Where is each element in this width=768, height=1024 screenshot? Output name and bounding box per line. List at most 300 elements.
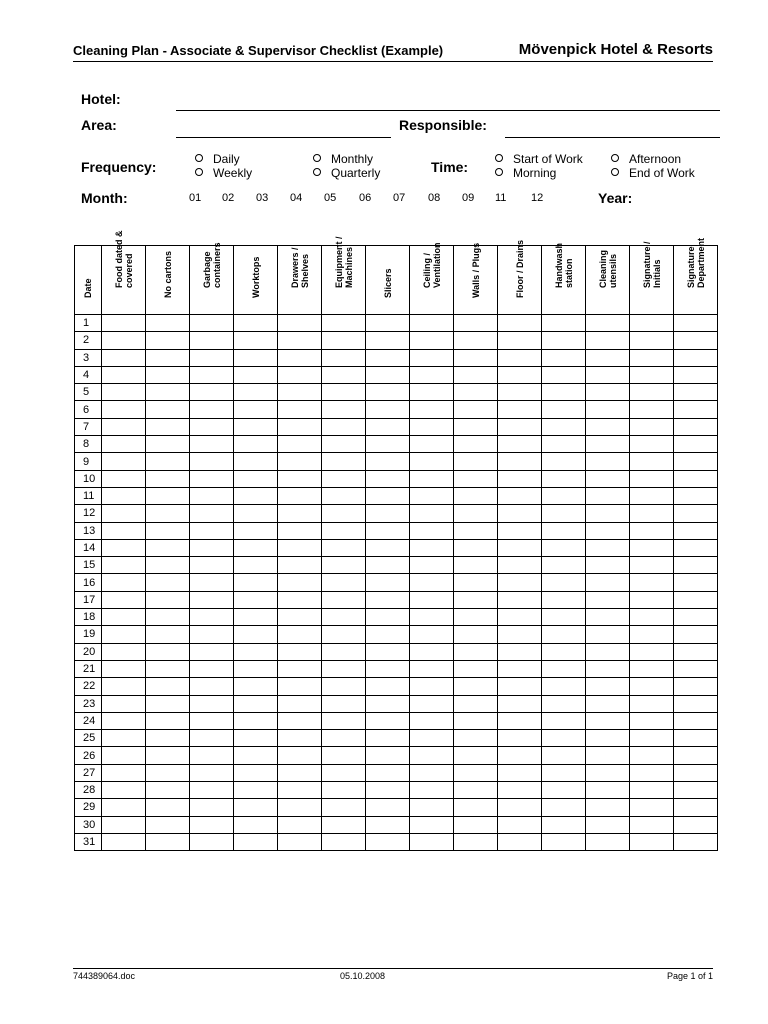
checklist-cell[interactable] [102, 816, 146, 833]
checklist-cell[interactable] [674, 730, 718, 747]
checklist-cell[interactable] [102, 487, 146, 504]
checklist-cell[interactable] [102, 539, 146, 556]
checklist-cell[interactable] [674, 609, 718, 626]
checklist-cell[interactable] [542, 678, 586, 695]
checklist-cell[interactable] [234, 591, 278, 608]
checklist-cell[interactable] [146, 799, 190, 816]
checklist-cell[interactable] [366, 436, 410, 453]
checklist-cell[interactable] [542, 487, 586, 504]
checklist-cell[interactable] [454, 315, 498, 332]
checklist-cell[interactable] [454, 349, 498, 366]
checklist-cell[interactable] [630, 384, 674, 401]
checklist-cell[interactable] [234, 487, 278, 504]
checklist-cell[interactable] [278, 643, 322, 660]
checklist-cell[interactable] [234, 747, 278, 764]
checklist-cell[interactable] [454, 366, 498, 383]
checklist-cell[interactable] [146, 470, 190, 487]
checklist-cell[interactable] [542, 418, 586, 435]
checklist-cell[interactable] [322, 730, 366, 747]
checklist-cell[interactable] [498, 833, 542, 850]
checklist-cell[interactable] [322, 782, 366, 799]
checklist-cell[interactable] [366, 349, 410, 366]
checklist-cell[interactable] [322, 418, 366, 435]
checklist-cell[interactable] [498, 764, 542, 781]
checklist-cell[interactable] [190, 384, 234, 401]
checklist-cell[interactable] [674, 436, 718, 453]
checklist-cell[interactable] [146, 401, 190, 418]
checklist-cell[interactable] [278, 384, 322, 401]
checklist-cell[interactable] [630, 591, 674, 608]
checklist-cell[interactable] [410, 833, 454, 850]
checklist-cell[interactable] [410, 764, 454, 781]
checklist-cell[interactable] [630, 539, 674, 556]
checklist-cell[interactable] [630, 487, 674, 504]
checklist-cell[interactable] [366, 487, 410, 504]
checklist-cell[interactable] [102, 349, 146, 366]
checklist-cell[interactable] [366, 366, 410, 383]
checklist-cell[interactable] [542, 609, 586, 626]
checklist-cell[interactable] [586, 782, 630, 799]
checklist-cell[interactable] [146, 332, 190, 349]
checklist-cell[interactable] [454, 816, 498, 833]
checklist-cell[interactable] [234, 678, 278, 695]
checklist-cell[interactable] [498, 643, 542, 660]
checklist-cell[interactable] [146, 574, 190, 591]
checklist-cell[interactable] [322, 833, 366, 850]
checklist-cell[interactable] [322, 643, 366, 660]
month-option[interactable]: 01 [189, 192, 202, 204]
checklist-cell[interactable] [322, 695, 366, 712]
checklist-cell[interactable] [366, 764, 410, 781]
checklist-cell[interactable] [146, 643, 190, 660]
checklist-cell[interactable] [322, 505, 366, 522]
checklist-cell[interactable] [146, 487, 190, 504]
checklist-cell[interactable] [410, 643, 454, 660]
checklist-cell[interactable] [190, 626, 234, 643]
checklist-cell[interactable] [630, 678, 674, 695]
checklist-cell[interactable] [454, 643, 498, 660]
checklist-cell[interactable] [674, 453, 718, 470]
checklist-cell[interactable] [366, 660, 410, 677]
checklist-cell[interactable] [674, 782, 718, 799]
checklist-cell[interactable] [102, 712, 146, 729]
checklist-cell[interactable] [454, 522, 498, 539]
checklist-cell[interactable] [190, 833, 234, 850]
checklist-cell[interactable] [102, 384, 146, 401]
checklist-cell[interactable] [410, 332, 454, 349]
checklist-cell[interactable] [586, 643, 630, 660]
checklist-cell[interactable] [586, 591, 630, 608]
checklist-cell[interactable] [190, 332, 234, 349]
responsible-field-line[interactable] [505, 137, 720, 138]
checklist-cell[interactable] [674, 401, 718, 418]
checklist-cell[interactable] [586, 366, 630, 383]
checklist-cell[interactable] [102, 695, 146, 712]
checklist-cell[interactable] [278, 487, 322, 504]
checklist-cell[interactable] [498, 574, 542, 591]
checklist-cell[interactable] [190, 591, 234, 608]
checklist-cell[interactable] [410, 522, 454, 539]
checklist-cell[interactable] [410, 418, 454, 435]
checklist-cell[interactable] [146, 349, 190, 366]
checklist-cell[interactable] [234, 384, 278, 401]
checklist-cell[interactable] [102, 609, 146, 626]
checklist-cell[interactable] [146, 453, 190, 470]
checklist-cell[interactable] [146, 366, 190, 383]
checklist-cell[interactable] [410, 730, 454, 747]
checklist-cell[interactable] [498, 660, 542, 677]
checklist-cell[interactable] [674, 764, 718, 781]
checklist-cell[interactable] [190, 660, 234, 677]
checklist-cell[interactable] [146, 747, 190, 764]
checklist-cell[interactable] [322, 332, 366, 349]
checklist-cell[interactable] [322, 626, 366, 643]
checklist-cell[interactable] [278, 401, 322, 418]
checklist-cell[interactable] [410, 453, 454, 470]
checklist-cell[interactable] [674, 349, 718, 366]
checklist-cell[interactable] [586, 401, 630, 418]
checklist-cell[interactable] [542, 539, 586, 556]
checklist-cell[interactable] [234, 660, 278, 677]
checklist-cell[interactable] [146, 609, 190, 626]
checklist-cell[interactable] [366, 695, 410, 712]
checklist-cell[interactable] [410, 712, 454, 729]
checklist-cell[interactable] [586, 349, 630, 366]
checklist-cell[interactable] [234, 470, 278, 487]
checklist-cell[interactable] [454, 782, 498, 799]
checklist-cell[interactable] [102, 782, 146, 799]
checklist-cell[interactable] [410, 782, 454, 799]
checklist-cell[interactable] [454, 332, 498, 349]
checklist-cell[interactable] [542, 695, 586, 712]
checklist-cell[interactable] [366, 401, 410, 418]
checklist-cell[interactable] [190, 366, 234, 383]
time-option-end-of-work[interactable]: End of Work [611, 166, 695, 180]
checklist-cell[interactable] [190, 609, 234, 626]
month-option[interactable]: 07 [393, 192, 406, 204]
checklist-cell[interactable] [234, 764, 278, 781]
checklist-cell[interactable] [366, 626, 410, 643]
checklist-cell[interactable] [278, 660, 322, 677]
checklist-cell[interactable] [454, 418, 498, 435]
checklist-cell[interactable] [146, 782, 190, 799]
time-option-morning[interactable]: Morning [495, 166, 556, 180]
checklist-cell[interactable] [498, 626, 542, 643]
checklist-cell[interactable] [278, 522, 322, 539]
checklist-cell[interactable] [366, 453, 410, 470]
checklist-cell[interactable] [410, 505, 454, 522]
checklist-cell[interactable] [674, 470, 718, 487]
checklist-cell[interactable] [278, 366, 322, 383]
checklist-cell[interactable] [674, 712, 718, 729]
checklist-cell[interactable] [454, 453, 498, 470]
checklist-cell[interactable] [234, 816, 278, 833]
checklist-cell[interactable] [322, 557, 366, 574]
checklist-cell[interactable] [410, 660, 454, 677]
checklist-cell[interactable] [278, 626, 322, 643]
checklist-cell[interactable] [146, 712, 190, 729]
checklist-cell[interactable] [146, 315, 190, 332]
checklist-cell[interactable] [542, 349, 586, 366]
checklist-cell[interactable] [586, 332, 630, 349]
checklist-cell[interactable] [674, 816, 718, 833]
checklist-cell[interactable] [278, 799, 322, 816]
checklist-cell[interactable] [498, 418, 542, 435]
checklist-cell[interactable] [234, 799, 278, 816]
checklist-cell[interactable] [542, 799, 586, 816]
checklist-cell[interactable] [102, 678, 146, 695]
checklist-cell[interactable] [498, 816, 542, 833]
checklist-cell[interactable] [234, 609, 278, 626]
frequency-option-weekly[interactable]: Weekly [195, 166, 252, 180]
checklist-cell[interactable] [102, 626, 146, 643]
checklist-cell[interactable] [366, 643, 410, 660]
checklist-cell[interactable] [366, 609, 410, 626]
checklist-cell[interactable] [366, 470, 410, 487]
checklist-cell[interactable] [366, 505, 410, 522]
checklist-cell[interactable] [630, 764, 674, 781]
checklist-cell[interactable] [586, 384, 630, 401]
checklist-cell[interactable] [498, 401, 542, 418]
checklist-cell[interactable] [674, 418, 718, 435]
checklist-cell[interactable] [234, 418, 278, 435]
checklist-cell[interactable] [410, 315, 454, 332]
checklist-cell[interactable] [542, 557, 586, 574]
checklist-cell[interactable] [586, 505, 630, 522]
checklist-cell[interactable] [146, 384, 190, 401]
checklist-cell[interactable] [542, 332, 586, 349]
time-option-afternoon[interactable]: Afternoon [611, 152, 681, 166]
checklist-cell[interactable] [674, 660, 718, 677]
checklist-cell[interactable] [630, 712, 674, 729]
checklist-cell[interactable] [146, 764, 190, 781]
checklist-cell[interactable] [674, 539, 718, 556]
checklist-cell[interactable] [146, 660, 190, 677]
checklist-cell[interactable] [102, 660, 146, 677]
month-option[interactable]: 02 [222, 192, 235, 204]
checklist-cell[interactable] [674, 678, 718, 695]
checklist-cell[interactable] [498, 539, 542, 556]
checklist-cell[interactable] [190, 349, 234, 366]
checklist-cell[interactable] [630, 470, 674, 487]
checklist-cell[interactable] [234, 522, 278, 539]
checklist-cell[interactable] [366, 591, 410, 608]
checklist-cell[interactable] [410, 349, 454, 366]
month-option[interactable]: 06 [359, 192, 372, 204]
checklist-cell[interactable] [190, 505, 234, 522]
checklist-cell[interactable] [234, 332, 278, 349]
checklist-cell[interactable] [102, 747, 146, 764]
checklist-cell[interactable] [102, 366, 146, 383]
checklist-cell[interactable] [102, 730, 146, 747]
checklist-cell[interactable] [278, 349, 322, 366]
checklist-cell[interactable] [454, 764, 498, 781]
checklist-cell[interactable] [630, 574, 674, 591]
checklist-cell[interactable] [498, 453, 542, 470]
checklist-cell[interactable] [190, 470, 234, 487]
checklist-cell[interactable] [410, 591, 454, 608]
checklist-cell[interactable] [102, 418, 146, 435]
checklist-cell[interactable] [366, 730, 410, 747]
checklist-cell[interactable] [102, 505, 146, 522]
checklist-cell[interactable] [366, 539, 410, 556]
checklist-cell[interactable] [278, 418, 322, 435]
checklist-cell[interactable] [322, 574, 366, 591]
checklist-cell[interactable] [278, 609, 322, 626]
checklist-cell[interactable] [542, 764, 586, 781]
checklist-cell[interactable] [498, 591, 542, 608]
checklist-cell[interactable] [630, 730, 674, 747]
checklist-cell[interactable] [278, 730, 322, 747]
frequency-option-daily[interactable]: Daily [195, 152, 240, 166]
checklist-cell[interactable] [630, 401, 674, 418]
checklist-cell[interactable] [586, 522, 630, 539]
checklist-cell[interactable] [454, 833, 498, 850]
checklist-cell[interactable] [586, 436, 630, 453]
checklist-cell[interactable] [102, 315, 146, 332]
checklist-cell[interactable] [542, 384, 586, 401]
checklist-cell[interactable] [454, 384, 498, 401]
checklist-cell[interactable] [410, 557, 454, 574]
checklist-cell[interactable] [102, 470, 146, 487]
checklist-cell[interactable] [498, 799, 542, 816]
checklist-cell[interactable] [454, 660, 498, 677]
checklist-cell[interactable] [102, 401, 146, 418]
checklist-cell[interactable] [410, 366, 454, 383]
checklist-cell[interactable] [322, 349, 366, 366]
checklist-cell[interactable] [542, 366, 586, 383]
checklist-cell[interactable] [410, 487, 454, 504]
checklist-cell[interactable] [542, 470, 586, 487]
checklist-cell[interactable] [322, 453, 366, 470]
checklist-cell[interactable] [146, 730, 190, 747]
checklist-cell[interactable] [498, 366, 542, 383]
checklist-cell[interactable] [674, 643, 718, 660]
checklist-cell[interactable] [322, 609, 366, 626]
checklist-cell[interactable] [322, 764, 366, 781]
checklist-cell[interactable] [234, 401, 278, 418]
checklist-cell[interactable] [674, 695, 718, 712]
checklist-cell[interactable] [674, 487, 718, 504]
checklist-cell[interactable] [674, 833, 718, 850]
checklist-cell[interactable] [366, 816, 410, 833]
checklist-cell[interactable] [586, 747, 630, 764]
checklist-cell[interactable] [190, 730, 234, 747]
checklist-cell[interactable] [542, 591, 586, 608]
checklist-cell[interactable] [322, 401, 366, 418]
checklist-cell[interactable] [278, 315, 322, 332]
checklist-cell[interactable] [498, 315, 542, 332]
checklist-cell[interactable] [146, 418, 190, 435]
checklist-cell[interactable] [454, 799, 498, 816]
checklist-cell[interactable] [102, 557, 146, 574]
checklist-cell[interactable] [586, 609, 630, 626]
checklist-cell[interactable] [322, 470, 366, 487]
checklist-cell[interactable] [586, 453, 630, 470]
checklist-cell[interactable] [454, 557, 498, 574]
checklist-cell[interactable] [278, 816, 322, 833]
checklist-cell[interactable] [542, 816, 586, 833]
month-option[interactable]: 05 [324, 192, 337, 204]
checklist-cell[interactable] [146, 678, 190, 695]
checklist-cell[interactable] [630, 332, 674, 349]
checklist-cell[interactable] [498, 349, 542, 366]
checklist-cell[interactable] [542, 574, 586, 591]
checklist-cell[interactable] [542, 747, 586, 764]
checklist-cell[interactable] [190, 436, 234, 453]
checklist-cell[interactable] [674, 332, 718, 349]
checklist-cell[interactable] [454, 747, 498, 764]
frequency-option-monthly[interactable]: Monthly [313, 152, 373, 166]
checklist-cell[interactable] [498, 505, 542, 522]
checklist-cell[interactable] [586, 539, 630, 556]
checklist-cell[interactable] [278, 782, 322, 799]
checklist-cell[interactable] [542, 453, 586, 470]
checklist-cell[interactable] [190, 557, 234, 574]
checklist-cell[interactable] [410, 747, 454, 764]
checklist-cell[interactable] [366, 384, 410, 401]
checklist-cell[interactable] [366, 833, 410, 850]
checklist-cell[interactable] [410, 626, 454, 643]
checklist-cell[interactable] [630, 609, 674, 626]
checklist-cell[interactable] [586, 315, 630, 332]
checklist-cell[interactable] [542, 436, 586, 453]
checklist-cell[interactable] [498, 730, 542, 747]
checklist-cell[interactable] [322, 660, 366, 677]
checklist-cell[interactable] [498, 557, 542, 574]
checklist-cell[interactable] [498, 747, 542, 764]
checklist-cell[interactable] [498, 436, 542, 453]
checklist-cell[interactable] [454, 591, 498, 608]
checklist-cell[interactable] [454, 470, 498, 487]
checklist-cell[interactable] [102, 436, 146, 453]
checklist-cell[interactable] [630, 816, 674, 833]
checklist-cell[interactable] [234, 626, 278, 643]
checklist-cell[interactable] [322, 436, 366, 453]
checklist-cell[interactable] [190, 522, 234, 539]
checklist-cell[interactable] [366, 782, 410, 799]
checklist-cell[interactable] [190, 695, 234, 712]
checklist-cell[interactable] [542, 522, 586, 539]
checklist-cell[interactable] [234, 315, 278, 332]
checklist-cell[interactable] [410, 816, 454, 833]
checklist-cell[interactable] [322, 799, 366, 816]
checklist-cell[interactable] [498, 695, 542, 712]
checklist-cell[interactable] [190, 418, 234, 435]
checklist-cell[interactable] [190, 712, 234, 729]
checklist-cell[interactable] [630, 782, 674, 799]
checklist-cell[interactable] [454, 539, 498, 556]
checklist-cell[interactable] [366, 557, 410, 574]
checklist-cell[interactable] [498, 470, 542, 487]
checklist-cell[interactable] [586, 418, 630, 435]
checklist-cell[interactable] [366, 574, 410, 591]
checklist-cell[interactable] [542, 782, 586, 799]
checklist-cell[interactable] [102, 332, 146, 349]
checklist-cell[interactable] [586, 574, 630, 591]
checklist-cell[interactable] [410, 678, 454, 695]
checklist-cell[interactable] [190, 747, 234, 764]
checklist-cell[interactable] [234, 453, 278, 470]
checklist-cell[interactable] [410, 574, 454, 591]
checklist-cell[interactable] [234, 557, 278, 574]
checklist-cell[interactable] [630, 505, 674, 522]
checklist-cell[interactable] [278, 470, 322, 487]
checklist-cell[interactable] [542, 730, 586, 747]
checklist-cell[interactable] [322, 539, 366, 556]
checklist-cell[interactable] [102, 453, 146, 470]
checklist-cell[interactable] [234, 539, 278, 556]
